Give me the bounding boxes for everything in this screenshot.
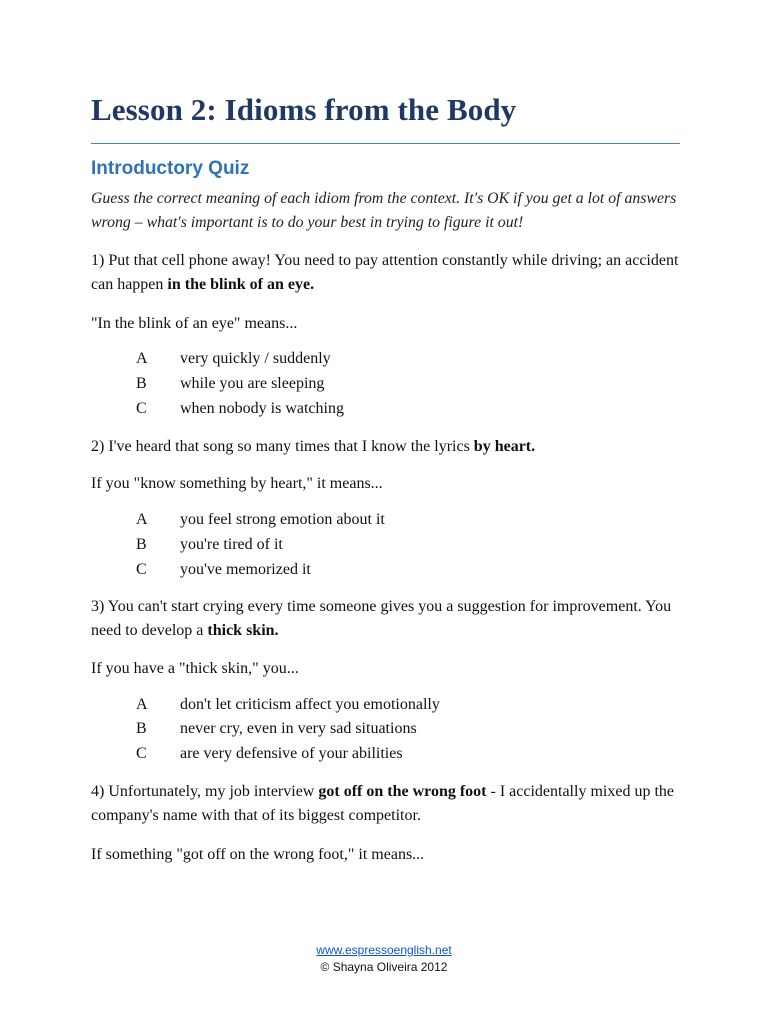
- question-3-option-c: C are very defensive of your abilities: [136, 745, 403, 762]
- section-heading: Introductory Quiz: [91, 158, 250, 179]
- question-1-prompt: "In the blink of an eye" means...: [91, 315, 298, 332]
- question-2-option-a: A you feel strong emotion about it: [136, 511, 385, 528]
- question-1-sentence: 1) Put that cell phone away! You need to pay attention constantly while driving; an accident can happen in the blink of an eye.: [91, 252, 679, 293]
- question-2-prompt: If you "know something by heart," it means...: [91, 475, 383, 492]
- intro-text: Guess the correct meaning of each idiom from the context. It's OK if you get a lot of answers wrong – what's important is to do your best in trying to figure it out!: [91, 190, 677, 231]
- question-2-sentence: 2) I've heard that song so many times that I know the lyrics by heart.: [91, 438, 536, 455]
- footer-copyright: © Shayna Oliveira 2012: [320, 960, 448, 974]
- page-title: Lesson 2: Idioms from the Body: [91, 92, 517, 127]
- idiom-highlight: in the blink of an eye.: [167, 276, 315, 293]
- question-2-option-c: C you've memorized it: [136, 561, 311, 578]
- question-3-prompt: If you have a "thick skin," you...: [91, 660, 299, 677]
- website-link[interactable]: www.espressoenglish.net: [316, 943, 452, 957]
- question-4-prompt: If something "got off on the wrong foot," it means...: [91, 846, 425, 863]
- question-3-sentence: 3) You can't start crying every time someone gives you a suggestion for improvement. You need to develop a thick skin.: [91, 598, 672, 639]
- question-1-option-a: A very quickly / suddenly: [136, 350, 331, 367]
- question-2-option-b: B you're tired of it: [136, 536, 283, 553]
- question-1-option-b: B while you are sleeping: [136, 375, 325, 392]
- footer-link-row: [0, 943, 768, 957]
- title-divider: [91, 143, 680, 144]
- question-3-option-b: B never cry, even in very sad situations: [136, 720, 417, 737]
- idiom-highlight: by heart.: [473, 438, 536, 455]
- question-1-option-c: C when nobody is watching: [136, 400, 344, 417]
- idiom-highlight: got off on the wrong foot: [318, 783, 487, 800]
- idiom-highlight: thick skin.: [207, 622, 279, 639]
- question-3-option-a: A don't let criticism affect you emotionally: [136, 696, 440, 713]
- question-4-sentence: 4) Unfortunately, my job interview got off on the wrong foot - I accidentally mixed up the company's name with that of its biggest competitor.: [91, 783, 674, 824]
